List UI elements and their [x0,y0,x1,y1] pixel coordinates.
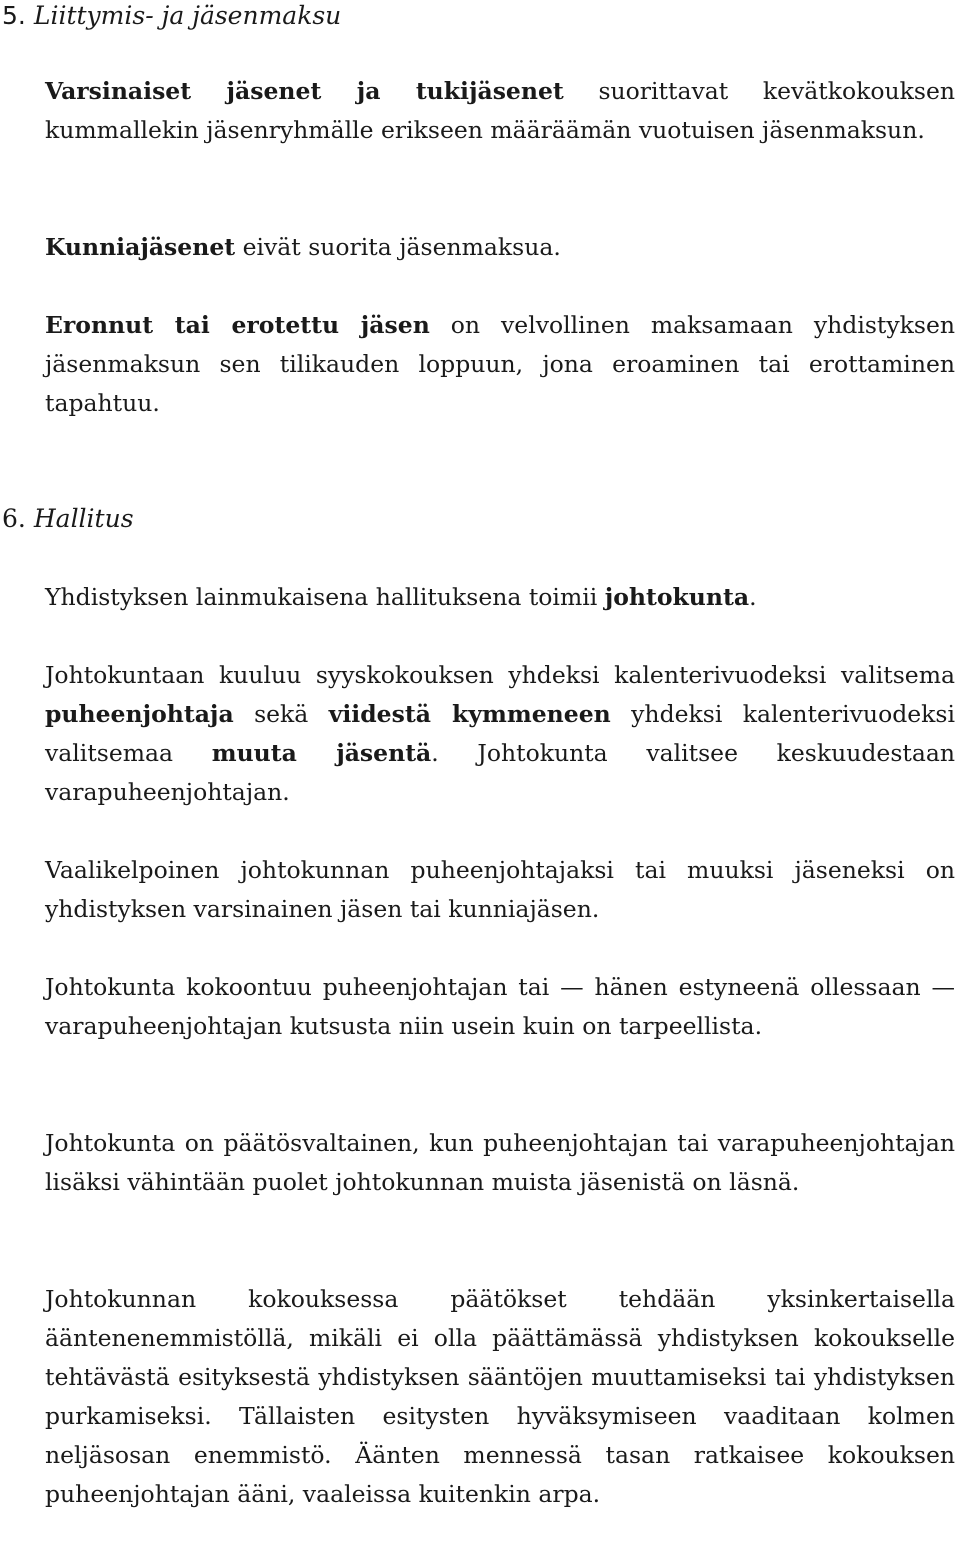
bold-term: Varsinaiset jäsenet ja tukijäsenet [45,77,564,105]
bold-term: Eronnut tai erotettu jäsen [45,311,430,339]
bold-term: viidestä kymmeneen [328,700,611,728]
section-number: 5. [2,1,26,30]
bold-term: muuta jäsentä [211,739,432,767]
paragraph-eligibility [45,851,955,929]
paragraph-meetings [45,968,955,1046]
paragraph-text: suorittavat kevätkokouksen kummallekin jäsenryhmälle erikseen määräämän vuotuisen jäsenmaksun. [45,77,955,144]
paragraph-text: Vaalikelpoinen johtokunnan puheenjohtajaksi tai muuksi jäseneksi on yhdistyksen varsinainen jäsen tai kunniajäsen. [45,856,955,923]
section-6-heading [2,503,134,535]
paragraph-text: . [749,583,757,611]
paragraph-text: eivät suorita jäsenmaksua. [235,233,561,261]
section-title: Hallitus [33,504,134,533]
paragraph-decisions [45,1280,955,1514]
paragraph-text: yhdeksi kalenterivuodeksi valitsemaa [45,700,955,767]
paragraph-text: sekä [233,700,329,728]
section-5-heading [2,0,341,32]
paragraph-quorum [45,1124,955,1202]
paragraph-text: on velvollinen maksamaan yhdistyksen jäsenmaksun sen tilikauden loppuun, jona eroaminen tai erottaminen tapahtuu. [45,311,955,417]
section-title: Liittymis- ja jäsenmaksu [33,1,342,30]
paragraph-membership-fee [45,72,955,150]
bold-term: Kunniajäsenet [45,233,236,261]
paragraph-text: Johtokunta kokoontuu puheenjohtajan tai — hänen estyneenä ollessaan — varapuheenjohtajan kutsusta niin usein kuin on tarpeellista. [45,973,955,1040]
paragraph-text: Johtokunnan kokouksessa päätökset tehdään yksinkertaisella ääntenenemmistöllä, mikäli ei olla päättämässä yhdistyksen kokoukselle tehtävästä esityksestä yhdistyksen sääntöjen muuttamiseksi tai yhdistyksen purkamiseksi. Tällaisten esitysten hyväksymiseen vaaditaan kolmen neljäsosan enemmistö. Äänten mennessä tasan ratkaisee kokouksen puheenjohtajan ääni, vaaleissa kuitenkin arpa. [45,1285,955,1508]
paragraph-text: Yhdistyksen lainmukaisena hallituksena toimii [45,583,605,611]
section-number: 6. [2,504,26,533]
paragraph-text: Johtokunta on päätösvaltainen, kun puheenjohtajan tai varapuheenjohtajan lisäksi vähintään puolet johtokunnan muista jäsenistä on läsnä. [45,1129,955,1196]
paragraph-resigned-member [45,306,955,423]
paragraph-text: Johtokuntaan kuuluu syyskokouksen yhdeksi kalenterivuodeksi valitsema [45,661,955,689]
paragraph-text: . Johtokunta valitsee keskuudestaan varapuheenjohtajan. [45,739,955,806]
paragraph-honorary-members [45,228,955,267]
bold-term: johtokunta [604,583,750,611]
paragraph-board [45,578,955,617]
paragraph-board-composition [45,656,955,812]
bold-term: puheenjohtaja [45,700,234,728]
